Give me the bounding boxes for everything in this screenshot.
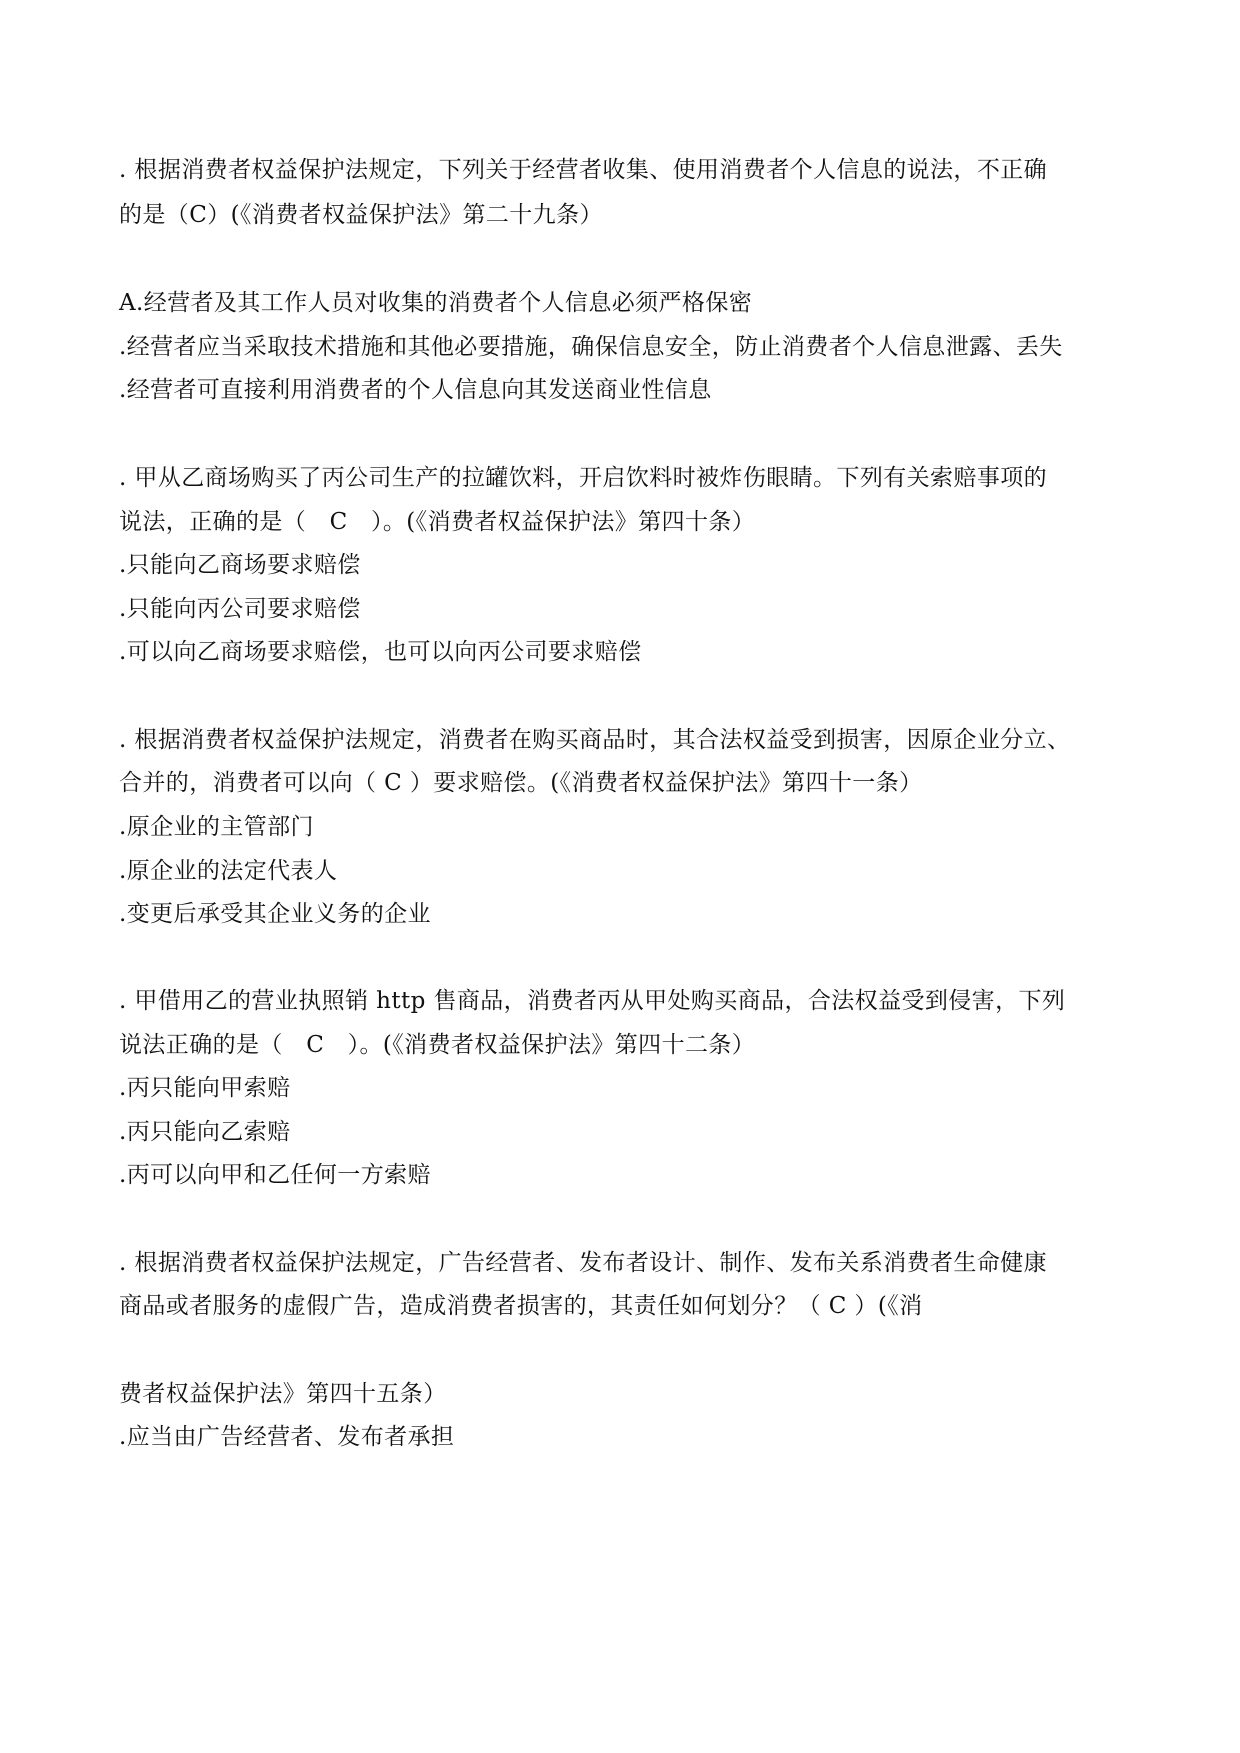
- question-1-stem-line-1: . 根据消费者权益保护法规定，下列关于经营者收集、使用消费者个人信息的说法，不正确: [119, 157, 1048, 183]
- question-3-option-c: .变更后承受其企业义务的企业: [119, 901, 431, 927]
- question-5-stem-line-1: . 根据消费者权益保护法规定，广告经营者、发布者设计、制作、发布关系消费者生命健康: [119, 1250, 1048, 1276]
- question-5-option-a: .应当由广告经营者、发布者承担: [119, 1424, 455, 1450]
- question-4-stem-line-2: 说法正确的是（ C ）。(《消费者权益保护法》第四十二条）: [119, 1032, 756, 1058]
- question-2-stem-line-2: 说法，正确的是（ C ）。(《消费者权益保护法》第四十条）: [119, 509, 756, 535]
- question-3-stem-line-1: . 根据消费者权益保护法规定，消费者在购买商品时，其合法权益受到损害，因原企业分立、: [119, 727, 1071, 753]
- question-4-option-a: .丙只能向甲索赔: [119, 1075, 291, 1101]
- question-3-option-b: .原企业的法定代表人: [119, 858, 338, 884]
- question-1-option-b: .经营者应当采取技术措施和其他必要措施，确保信息安全，防止消费者个人信息泄露、丢失: [119, 334, 1063, 360]
- question-2-stem-line-1: . 甲从乙商场购买了丙公司生产的拉罐饮料，开启饮料时被炸伤眼睛。下列有关索赔事项的: [119, 465, 1048, 491]
- question-2-option-c: .可以向乙商场要求赔偿，也可以向丙公司要求赔偿: [119, 639, 642, 665]
- question-2-option-a: .只能向乙商场要求赔偿: [119, 552, 361, 578]
- question-5-stem-line-3: 费者权益保护法》第四十五条）: [119, 1381, 447, 1407]
- question-4-option-c: .丙可以向甲和乙任何一方索赔: [119, 1162, 431, 1188]
- question-1-stem-line-2: 的是（C）(《消费者权益保护法》第二十九条）: [119, 202, 603, 228]
- question-4-option-b: .丙只能向乙索赔: [119, 1119, 291, 1145]
- question-1-option-c: .经营者可直接利用消费者的个人信息向其发送商业性信息: [119, 377, 712, 403]
- question-5-stem-line-2: 商品或者服务的虚假广告，造成消费者损害的，其责任如何划分？（ C ）(《消: [119, 1293, 923, 1319]
- question-2-option-b: .只能向丙公司要求赔偿: [119, 596, 361, 622]
- question-1-option-a: A.经营者及其工作人员对收集的消费者个人信息必须严格保密: [119, 290, 753, 316]
- question-3-option-a: .原企业的主管部门: [119, 814, 314, 840]
- question-4-stem-line-1: . 甲借用乙的营业执照销 http 售商品，消费者丙从甲处购买商品，合法权益受到侵害，下列: [119, 988, 1066, 1014]
- question-3-stem-line-2: 合并的，消费者可以向（ C ）要求赔偿。(《消费者权益保护法》第四十一条）: [119, 770, 923, 796]
